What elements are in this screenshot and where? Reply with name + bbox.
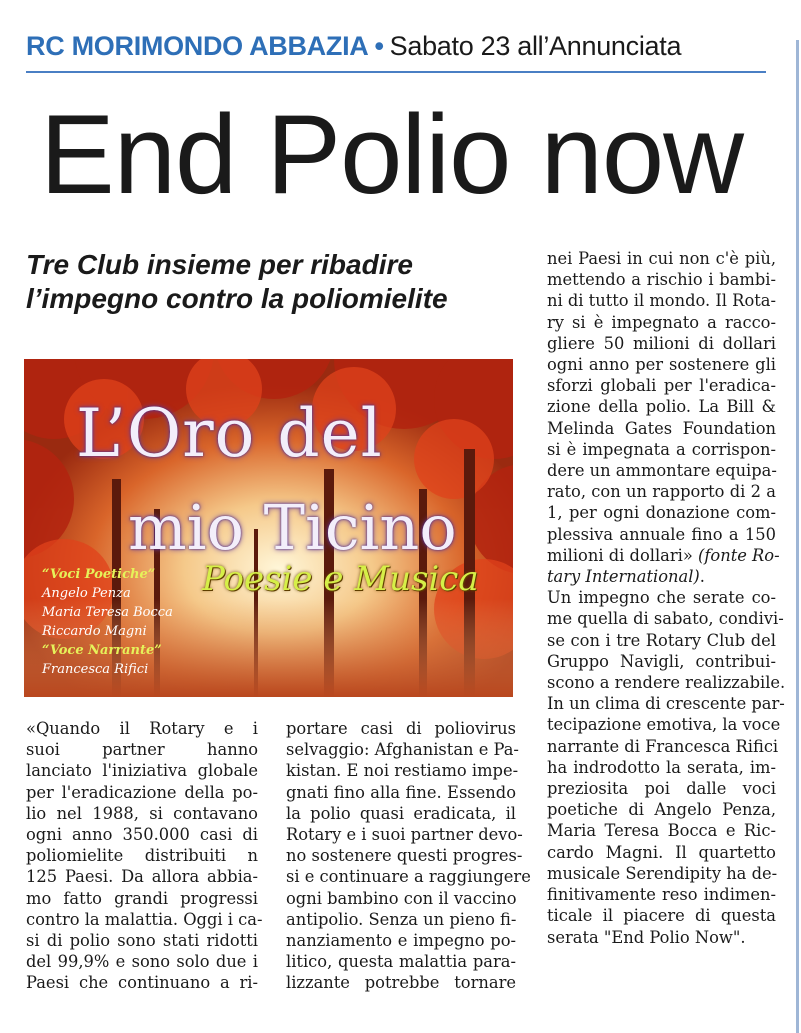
text-line: me quella di sabato, condivi- <box>547 609 784 629</box>
text-line: rato, con un rapporto di 2 a <box>547 482 776 502</box>
text-line: nanziamento e impegno po- <box>286 931 516 951</box>
section-kicker <box>26 26 681 66</box>
poster-credit-line: Francesca Rifici <box>42 662 149 677</box>
text-line: ni di tutto il mondo. Il Rota- <box>547 291 776 311</box>
text-line: gliere 50 milioni di dollari <box>547 333 776 353</box>
text-line: cardo Magni. Il quartetto <box>547 842 776 862</box>
text-line: antipolio. Senza un pieno fi- <box>286 909 517 929</box>
text-line: dere un ammontare equipa- <box>547 461 777 481</box>
poster-credit-line: “Voci Poetiche” <box>42 567 156 582</box>
source-period: . <box>699 567 705 587</box>
text-line: ry si è impegnato a racco- <box>547 312 776 332</box>
text-line: ogni bambino con il vaccino <box>286 888 517 908</box>
text-line: si è impegnata a corrispon- <box>547 439 776 459</box>
text-line: ha indrodotto la serata, im- <box>547 757 776 777</box>
text-line: zione della polio. La Bill & <box>547 397 776 417</box>
article-column-3-part-a <box>547 248 776 545</box>
subtitle-line-1: Tre Club insieme per ribadire <box>26 249 413 280</box>
subtitle-line-2: l’impegno contro la poliomielite <box>26 283 448 314</box>
text-line: kistan. E noi restiamo impe- <box>286 761 519 781</box>
text-line: ticale il piacere di questa serata "End Polio Now". <box>547 906 776 947</box>
poster-credits <box>42 565 173 679</box>
text-line: lio nel 1988, si contavano <box>26 803 258 823</box>
article-column-3 <box>547 248 786 948</box>
text-line: poetiche di Angelo Penza, <box>547 800 776 820</box>
text-line: Un impegno che serate co- <box>547 588 776 608</box>
poster-credit-line: “Voce Narrante” <box>42 643 162 658</box>
text-line: Gruppo Navigli, contribui- <box>547 651 776 671</box>
club-name: RC MORIMONDO ABBAZIA <box>26 31 369 61</box>
text-line: ogni anno 350.000 casi di <box>26 825 258 845</box>
text-line: Maria Teresa Bocca e Ric- <box>547 821 776 841</box>
article-column-2 <box>286 718 531 994</box>
source-line-2 <box>547 566 776 587</box>
text-line: scono a rendere realizzabile. <box>547 673 786 693</box>
source-quote-end: milioni di dollari» <box>547 545 693 565</box>
text-line: contro la malattia. Oggi i ca- <box>26 909 263 929</box>
text-line: del 99,9% e sono solo due i <box>26 952 258 972</box>
text-line: se con i tre Rotary Club del <box>547 630 776 650</box>
poster-credit-line: Maria Teresa Bocca <box>42 605 173 620</box>
poster-subtitle: Poesie e Musica <box>202 559 479 599</box>
text-line: portare casi di poliovirus <box>286 719 516 738</box>
text-line: mo fatto grandi progressi <box>26 888 258 908</box>
text-line: poliomielite distribuiti n <box>26 846 258 866</box>
text-line: 1, per ogni donazione com- <box>547 503 776 523</box>
text-line: lizzante potrebbe tornare <box>286 973 516 993</box>
article-column-1 <box>26 718 263 994</box>
poster-title-line-1: L’Oro del <box>76 395 383 472</box>
poster-credit-line: Angelo Penza <box>42 586 131 601</box>
kicker-separator: • <box>374 31 384 61</box>
text-line: si e continuare a raggiungere <box>286 867 531 887</box>
text-line: preziosita poi dalle voci <box>547 779 776 799</box>
text-line: selvaggio: Afghanistan e Pa- <box>286 740 519 760</box>
text-line: musicale Serendipity ha de- <box>547 863 778 883</box>
text-line: 125 Paesi. Da allora abbia- <box>26 867 258 887</box>
poster-credit-line: Riccardo Magni <box>42 624 147 639</box>
event-poster-image <box>24 359 513 697</box>
text-line: tecipazione emotiva, la voce <box>547 715 781 735</box>
text-line: «Quando il Rotary e i <box>26 719 258 738</box>
text-line: mettendo a rischio i bambi- <box>547 270 776 290</box>
source-name: tary International) <box>547 567 700 587</box>
source-label: (fonte Ro- <box>698 545 780 565</box>
text-line: si di polio sono stati ridotti <box>26 931 258 951</box>
text-line: Rotary e i suoi partner devo- <box>286 825 523 845</box>
text-line: In un clima di crescente par- <box>547 694 785 714</box>
text-line: narrante di Francesca Rifici <box>547 736 779 756</box>
text-line: per l'eradicazione della po- <box>26 782 258 802</box>
text-line: Melinda Gates Foundation <box>547 418 776 438</box>
poster-title-line-2: mio Ticino <box>128 491 457 564</box>
article-column-3-part-b <box>547 587 786 947</box>
text-line: la polio quasi eradicata, il <box>286 803 516 823</box>
header-rule <box>26 71 766 73</box>
text-line: no sostenere questi progres- <box>286 846 523 866</box>
headline: End Polio now <box>40 92 744 217</box>
text-line: suoi partner hanno <box>26 740 258 760</box>
text-line: finitivamente reso indimen- <box>547 885 776 905</box>
page-edge-rule <box>796 40 799 1033</box>
text-line: lanciato l'iniziativa globale <box>26 761 258 781</box>
text-line: nei Paesi in cui non c'è più, <box>547 249 776 268</box>
subtitle <box>26 248 506 316</box>
text-line: gnati fino alla fine. Essendo <box>286 782 516 802</box>
text-line: ogni anno per sostenere gli <box>547 355 776 375</box>
text-line: plessiva annuale fino a 150 <box>547 524 776 544</box>
text-line: litico, questa malattia para- <box>286 952 516 972</box>
source-line <box>547 545 780 566</box>
event-date: Sabato 23 all’Annunciata <box>389 31 682 61</box>
text-line: sforzi globali per l'eradica- <box>547 376 776 396</box>
text-line: Paesi che continuano a ri- <box>26 973 258 993</box>
